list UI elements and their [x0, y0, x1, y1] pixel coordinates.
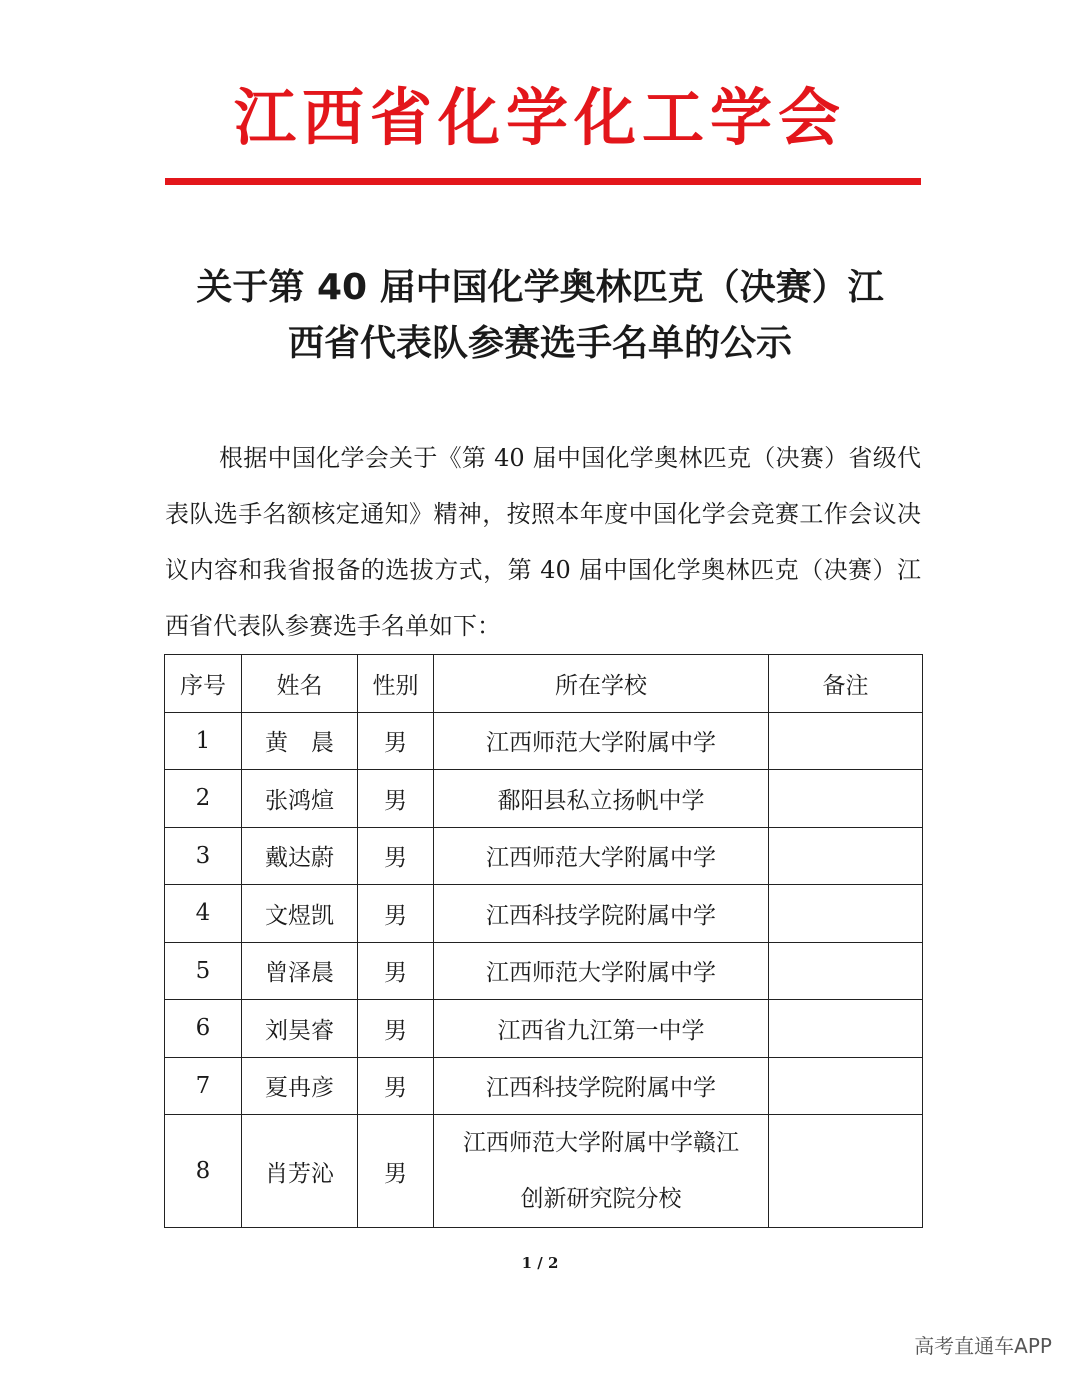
cell-gender: 男 — [358, 1115, 434, 1228]
table-row — [165, 1115, 923, 1228]
watermark-text: 高考直通车APP — [914, 1334, 1052, 1358]
cell-no: 5 — [165, 942, 242, 1000]
table-row — [165, 1000, 923, 1058]
table-row — [165, 1057, 923, 1115]
school-line-1: 江西师范大学附属中学赣江 — [463, 1130, 739, 1156]
cell-name: 张鸿煊 — [242, 770, 358, 828]
cell-note — [769, 1115, 923, 1228]
cell-no: 6 — [165, 1000, 242, 1058]
table-row — [165, 712, 923, 770]
cell-gender: 男 — [358, 885, 434, 943]
cell-gender: 男 — [358, 827, 434, 885]
header-name: 姓名 — [242, 655, 358, 713]
cell-name: 戴达蔚 — [242, 827, 358, 885]
cell-gender: 男 — [358, 770, 434, 828]
header-gender: 性别 — [358, 655, 434, 713]
organization-header: 江西省化学化工学会 — [233, 81, 846, 154]
header-no: 序号 — [165, 655, 242, 713]
cell-gender: 男 — [358, 1057, 434, 1115]
table-row — [165, 770, 923, 828]
header-note: 备注 — [769, 655, 923, 713]
cell-school: 江西师范大学附属中学 — [434, 827, 769, 885]
cell-school: 江西师范大学附属中学 — [434, 942, 769, 1000]
cell-no: 7 — [165, 1057, 242, 1115]
cell-school: 江西省九江第一中学 — [434, 1000, 769, 1058]
header-school: 所在学校 — [434, 655, 769, 713]
cell-school: 鄱阳县私立扬帆中学 — [434, 770, 769, 828]
cell-school: 江西科技学院附属中学 — [434, 1057, 769, 1115]
title-line-1: 关于第 40 届中国化学奥林匹克（决赛）江 — [196, 267, 884, 308]
cell-school — [434, 1115, 769, 1228]
cell-school: 江西师范大学附属中学 — [434, 712, 769, 770]
table-row — [165, 942, 923, 1000]
cell-name: 曾泽晨 — [242, 942, 358, 1000]
table-row — [165, 827, 923, 885]
cell-note — [769, 942, 923, 1000]
cell-note — [769, 770, 923, 828]
cell-note — [769, 1057, 923, 1115]
cell-no: 2 — [165, 770, 242, 828]
cell-name: 黄 晨 — [242, 712, 358, 770]
cell-name: 刘昊睿 — [242, 1000, 358, 1058]
cell-note — [769, 1000, 923, 1058]
cell-gender: 男 — [358, 1000, 434, 1058]
cell-no: 8 — [165, 1115, 242, 1228]
cell-name: 肖芳沁 — [242, 1115, 358, 1228]
cell-note — [769, 885, 923, 943]
cell-gender: 男 — [358, 942, 434, 1000]
cell-name: 夏冉彦 — [242, 1057, 358, 1115]
red-divider — [165, 178, 921, 185]
body-paragraph: 根据中国化学会关于《第 40 届中国化学奥林匹克（决赛）省级代表队选手名额核定通知》精神，按照本年度中国化学会竞赛工作会议决议内容和我省报备的选拔方式，第 40 届中国化学奥林匹克（决赛）江西省代表队参赛选手名单如下： — [165, 444, 921, 640]
cell-no: 1 — [165, 712, 242, 770]
cell-note — [769, 712, 923, 770]
cell-school: 江西科技学院附属中学 — [434, 885, 769, 943]
cell-no: 4 — [165, 885, 242, 943]
page-number: 1 / 2 — [521, 1254, 559, 1272]
cell-gender: 男 — [358, 712, 434, 770]
cell-no: 3 — [165, 827, 242, 885]
title-line-2: 西省代表队参赛选手名单的公示 — [287, 323, 792, 364]
document-title — [150, 260, 930, 372]
table-header-row — [165, 655, 923, 713]
table-row — [165, 885, 923, 943]
cell-note — [769, 827, 923, 885]
roster-table — [164, 654, 923, 1228]
cell-name: 文煜凯 — [242, 885, 358, 943]
school-line-2: 创新研究院分校 — [520, 1186, 682, 1212]
